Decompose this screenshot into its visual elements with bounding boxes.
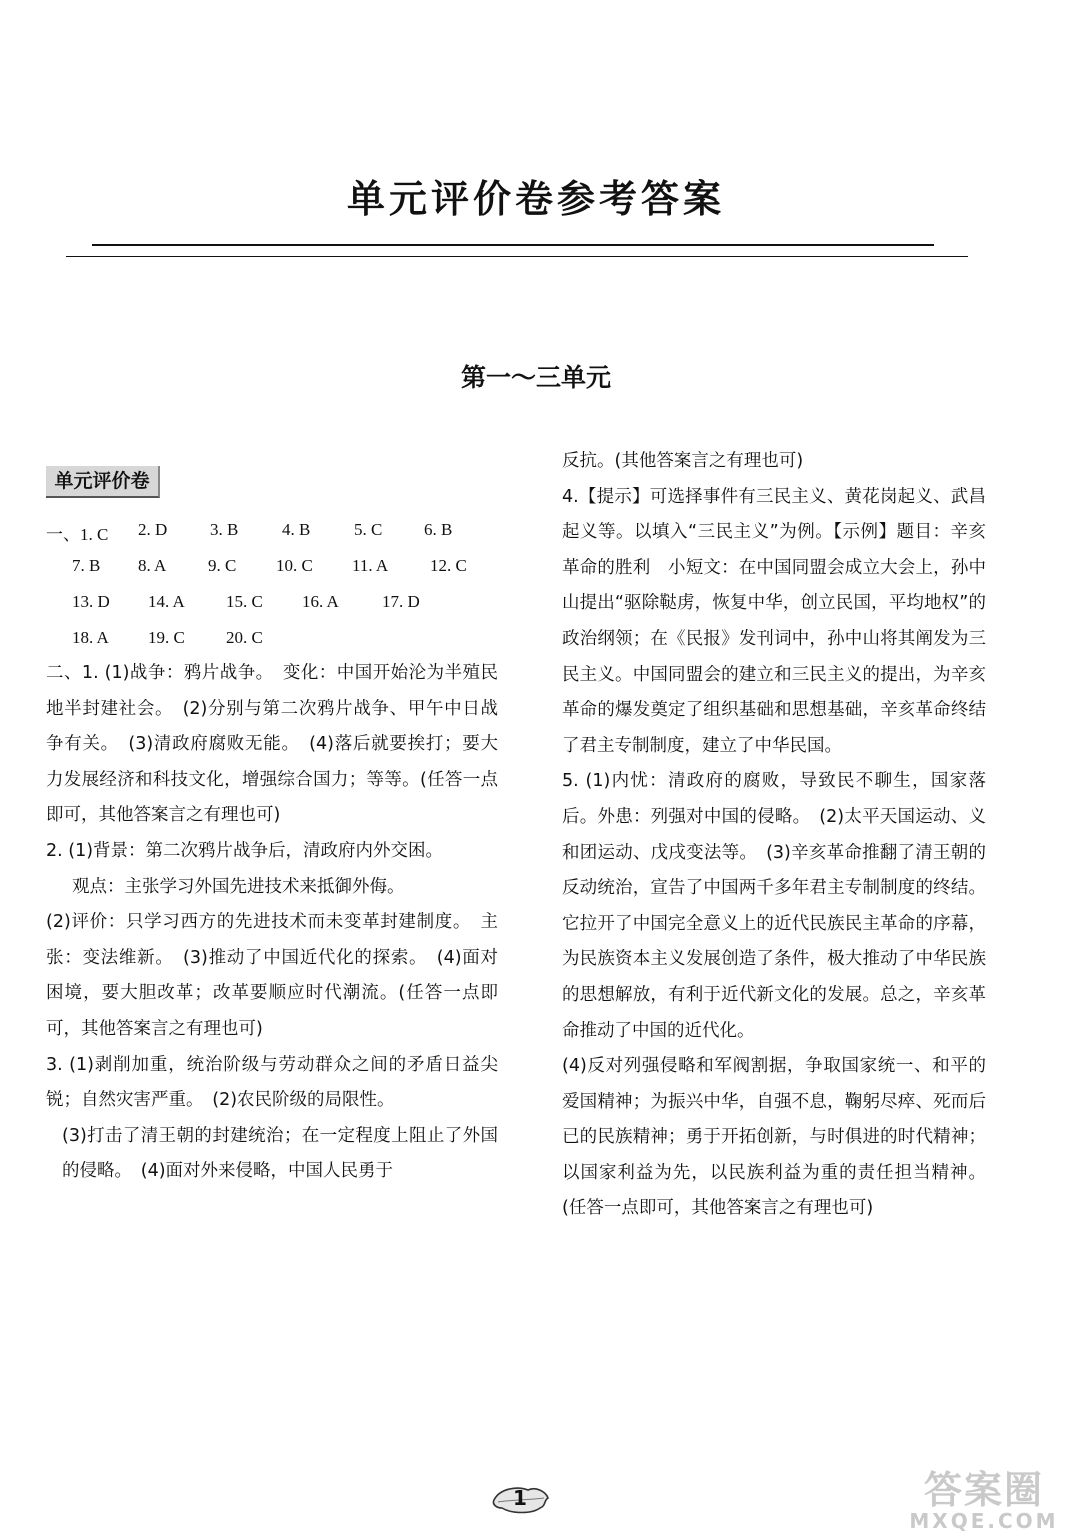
answer-paragraph: 5. (1)内忧：清政府的腐败，导致民不聊生，国家落后。外患：列强对中国的侵略。 (2)太平天国运动、义和团运动、戊戌变法等。 (3)辛亥革命推翻了清王朝的反动统治，宣告了中国两千多年君主专制制度的终结。它拉开了中国完全意义上的近代民族民主革命的序幕，为民族资本主义发展创造了条件，极大推动了中华民族的思想解放，有利于近代新文化的发展。总之，辛亥革命推动了中国的近代化。 <box>562 771 986 1041</box>
choice-answer: 8. A <box>138 556 167 575</box>
choice-answer: 19. C <box>148 628 185 647</box>
answer-paragraph: 3. (1)剥削加重，统治阶级与劳动群众之间的矛盾日益尖锐；自然灾害严重。 (2)农民阶级的局限性。 <box>46 1054 498 1111</box>
unit-title: 第一～三单元 <box>460 363 611 392</box>
watermark <box>896 1470 1072 1536</box>
choice-answer: 15. C <box>226 592 263 611</box>
choice-answer: 5. C <box>354 520 383 539</box>
title-rule-lower <box>66 256 968 257</box>
answer-paragraph: (3)打击了清王朝的封建统治；在一定程度上阻止了外国的侵略。 (4)面对外来侵略，中国人民勇于 <box>62 1125 498 1182</box>
choice-answer: 一、1. C <box>46 525 109 544</box>
choice-answer: 11. A <box>352 556 389 575</box>
page-number <box>488 1484 552 1514</box>
answer-paragraph: 4.【提示】可选择事件有三民主义、黄花岗起义、武昌起义等。以填入“三民主义”为例。【示例】题目：辛亥革命的胜利 小短文：在中国同盟会成立大会上，孙中山提出“驱除鞑虏，恢复中华，创立民国，平均地权”的政治纲领；在《民报》发刊词中，孙中山将其阐发为三民主义。中国同盟会的建立和三民主义的提出，为辛亥革命的爆发奠定了组织基础和思想基础，辛亥革命终结了君主专制制度，建立了中华民国。 <box>562 486 986 756</box>
choice-answer: 17. D <box>382 592 420 611</box>
choice-answer: 7. B <box>72 556 101 575</box>
answer-paragraph: 2. (1)背景：第二次鸦片战争后，清政府内外交困。 <box>46 840 444 861</box>
choice-answer: 10. C <box>276 556 313 575</box>
answer-paragraph: 反抗。(其他答案言之有理也可) <box>562 451 804 471</box>
choice-answer: 18. A <box>72 628 109 647</box>
choice-answer: 2. D <box>138 520 168 539</box>
title-rule-upper <box>92 244 934 246</box>
answer-paragraph: (4)反对列强侵略和军阀割据，争取国家统一、和平的爱国精神；为振兴中华，自强不息，鞠躬尽瘁、死而后已的民族精神；勇于开拓创新，与时俱进的时代精神；以国家利益为先，以民族利益为重的责任担当精神。(任答一点即可，其他答案言之有理也可) <box>562 1056 986 1219</box>
choice-answer: 4. B <box>282 520 311 539</box>
page-number-text: 1 <box>513 1486 527 1510</box>
watermark-logo: 答案圈 <box>923 1468 1044 1512</box>
choice-answer: 14. A <box>148 592 185 611</box>
answer-paragraph: (2)评价：只学习西方的先进技术而未变革封建制度。 主张：变法维新。 (3)推动了中国近代化的探索。 (4)面对困境，要大胆改革；改革要顺应时代潮流。(任答一点即可，其他答案言之有理也可) <box>46 912 498 1039</box>
choice-answer: 16. A <box>302 592 339 611</box>
page-title: 单元评价卷参考答案 <box>346 177 725 221</box>
section-label: 单元评价卷 <box>46 466 160 498</box>
answer-paragraph: 观点：主张学习外国先进技术来抵御外侮。 <box>72 876 405 897</box>
right-answer-column <box>562 444 986 1227</box>
choice-answer: 20. C <box>226 628 263 647</box>
choice-answer: 6. B <box>424 520 453 539</box>
choice-answer: 9. C <box>208 556 237 575</box>
choice-answer: 13. D <box>72 592 110 611</box>
left-answer-column <box>46 656 498 1190</box>
choice-answer: 12. C <box>430 556 467 575</box>
answer-paragraph: 二、1. (1)战争：鸦片战争。 变化：中国开始沦为半殖民地半封建社会。 (2)分别与第二次鸦片战争、甲午中日战争有关。 (3)清政府腐败无能。 (4)落后就要挨打；要大力发展经济和科技文化，增强综合国力；等等。(任答一点即可，其他答案言之有理也可) <box>46 663 498 826</box>
watermark-url: MXQE.COM <box>909 1509 1059 1533</box>
choice-answer: 3. B <box>210 520 239 539</box>
